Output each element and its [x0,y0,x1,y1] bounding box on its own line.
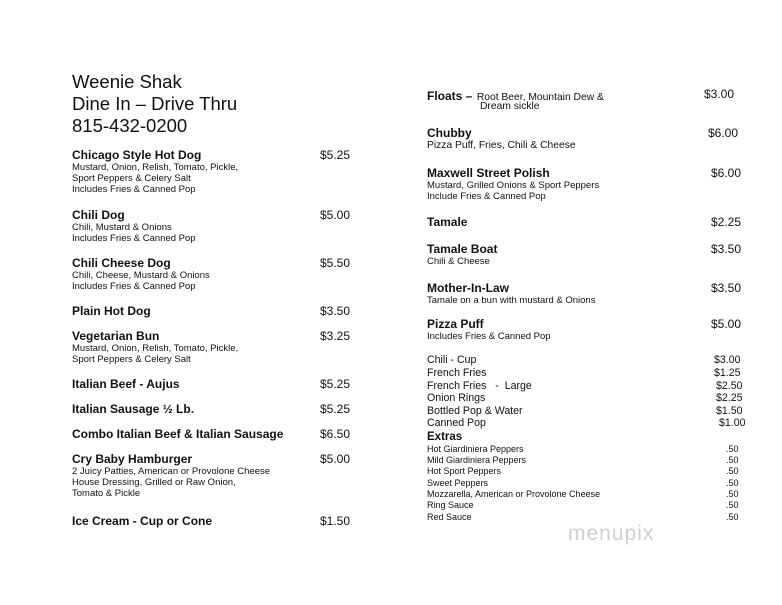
restaurant-name: Weenie Shak [72,71,182,92]
menu-item-desc: Root Beer, Mountain Dew & [476,92,604,103]
extra-item-price: .50 [726,500,739,510]
extra-item-price: .50 [726,444,739,454]
menu-item-desc: Tomato & Pickle [72,488,141,499]
menu-item-desc: Tamale on a bun with mustard & Onions [427,295,596,306]
menu-item-price: $5.25 [320,402,351,416]
side-item-price: $1.00 [719,417,746,429]
menu-item-name: Chubby [427,126,472,140]
menu-item-price: $3.25 [320,329,351,343]
menu-item-desc: 2 Juicy Patties, American or Provolone Cheese [72,466,271,477]
menu-item-desc: Includes Fries & Canned Pop [72,184,196,195]
menu-item-name: Chicago Style Hot Dog [72,148,202,162]
extra-item-price: .50 [726,466,739,476]
extra-item-price: .50 [726,489,739,499]
menu-item-desc: Mustard, Grilled Onions & Sport Peppers [427,180,600,191]
menu-item-name: Combo Italian Beef & Italian Sausage [72,427,284,441]
menu-item-name: Tamale Boat [427,242,498,256]
menu-item-desc: Includes Fries & Canned Pop [72,281,196,292]
menu-item-name: Italian Beef - Aujus [72,377,180,391]
menu-item-desc: Mustard, Onion, Relish, Tomato, Pickle, [72,162,239,173]
menu-item-desc: Sport Peppers & Celery Salt [72,354,191,365]
menu-item-price: $6.00 [708,126,739,140]
extra-item-name: Hot Sport Peppers [427,466,502,476]
menu-item-price: $5.00 [711,317,742,331]
extra-item-name: Mild Giardiniera Peppers [427,455,527,465]
watermark-logo: menupix [568,522,655,545]
side-item-price: $2.50 [716,380,743,392]
menu-item-price: $3.00 [704,87,735,101]
side-item-name: Bottled Pop & Water [427,405,523,417]
extras-title: Extras [427,431,463,443]
menu-item-desc: Dream sickle [480,101,540,112]
menu-item-name: Italian Sausage ½ Lb. [72,402,195,416]
extra-item-name: Hot Giardiniera Peppers [427,444,524,454]
extra-item-name: Mozzarella, American or Provolone Cheese [427,489,601,499]
menu-item-name: Maxwell Street Polish [427,166,550,180]
menu-item-price: $5.25 [320,148,351,162]
menu-item-name: Cry Baby Hamburger [72,452,193,466]
side-item-name: Chili - Cup [427,354,477,366]
menu-item-name: Ice Cream - Cup or Cone [72,514,213,528]
menu-item-price: $2.25 [711,215,742,229]
menu-item-price: $5.00 [320,452,351,466]
menu-item-price: $1.50 [320,514,351,528]
extra-item-name: Red Sauce [427,512,472,522]
side-item-name: French Fries - Large [427,380,532,392]
menu-item-desc: Mustard, Onion, Relish, Tomato, Pickle, [72,343,239,354]
menu-item-name: Tamale [427,215,468,229]
menu-item-price: $5.00 [320,208,351,222]
menu-item-price: $3.50 [711,242,742,256]
menu-item-price: $6.00 [711,166,742,180]
menu-item-desc: Sport Peppers & Celery Salt [72,173,191,184]
menu-item-name: Plain Hot Dog [72,304,151,318]
side-item-name: Canned Pop [427,417,486,429]
menu-item-price: $3.50 [320,304,351,318]
extra-item-price: .50 [726,478,739,488]
extra-item-price: .50 [726,455,739,465]
menu-item-desc: Includes Fries & Canned Pop [427,331,551,342]
menu-item-price: $6.50 [320,427,351,441]
side-item-price: $1.50 [716,405,743,417]
side-item-name: French Fries [427,367,487,379]
side-item-price: $2.25 [716,392,743,404]
side-item-price: $1.25 [714,367,741,379]
menu-item-name: Floats – [427,89,473,103]
menu-item-price: $5.50 [320,256,351,270]
menu-item-desc: Chili, Mustard & Onions [72,222,172,233]
menu-item-desc: Chili & Cheese [427,256,490,267]
extra-item-price: .50 [726,512,739,522]
menu-item-name: Chili Dog [72,208,125,222]
extra-item-name: Ring Sauce [427,500,474,510]
extra-item-name: Sweet Peppers [427,478,489,488]
side-item-name: Onion Rings [427,392,486,404]
menu-item-desc: Include Fries & Canned Pop [427,191,546,202]
menu-item-price: $5.25 [320,377,351,391]
phone-number: 815-432-0200 [72,115,188,136]
service-type: Dine In – Drive Thru [72,93,238,114]
menu-item-name: Mother-In-Law [427,281,509,295]
menu-item-desc: Chili, Cheese, Mustard & Onions [72,270,210,281]
menu-item-name: Vegetarian Bun [72,329,160,343]
side-item-price: $3.00 [714,354,741,366]
menu-item-name: Chili Cheese Dog [72,256,171,270]
menu-item-desc: Pizza Puff, Fries, Chili & Cheese [427,140,576,151]
menu-item-desc: House Dressing, Grilled or Raw Onion, [72,477,236,488]
menu-item-name: Pizza Puff [427,317,484,331]
menu-item-desc: Includes Fries & Canned Pop [72,233,196,244]
menu-item-price: $3.50 [711,281,742,295]
